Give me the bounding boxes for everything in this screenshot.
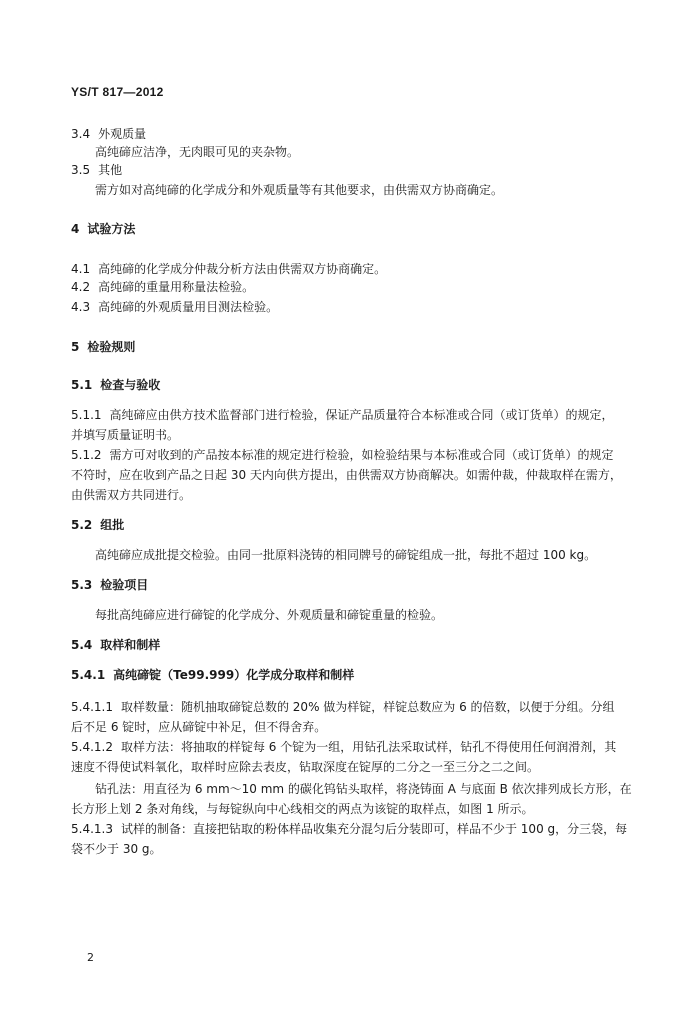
section-number: 5.4.1.3 — [71, 822, 113, 836]
text-line — [71, 448, 614, 462]
text-line — [71, 340, 135, 354]
page-number: 2 — [87, 951, 94, 964]
text-line — [71, 740, 616, 754]
line-text: 高纯碲应成批提交检验。由同一批原料浇铸的相同牌号的碲锭组成一批，每批不超过 100 kg。 — [95, 548, 597, 562]
line-text: 长方形上划 2 条对角线，与每锭纵向中心线相交的两点为该锭的取样点，如图 1 所示。 — [71, 802, 534, 816]
text-line — [71, 428, 179, 442]
text-line — [71, 280, 254, 294]
text-line — [71, 163, 122, 177]
section-number: 5.2 — [71, 518, 93, 532]
text-line — [71, 700, 615, 714]
line-text: 其他 — [98, 163, 123, 177]
line-text: 取样方法：将抽取的样锭每 6 个锭为一组，用钻孔法采取试样，钻孔不得使用任何润滑剂，其 — [120, 740, 617, 754]
line-text: 高纯碲锭（Te99.999）化学成分取样和制样 — [113, 668, 355, 682]
line-text: 外观质量 — [98, 127, 147, 141]
line-text: 需方如对高纯碲的化学成分和外观质量等有其他要求，由供需双方协商确定。 — [95, 183, 504, 197]
line-text: 高纯碲应洁净，无肉眼可见的夹杂物。 — [95, 145, 300, 159]
text-line — [71, 378, 160, 392]
text-line — [71, 822, 627, 836]
text-line — [95, 183, 503, 197]
text-line — [71, 408, 614, 422]
section-number: 4.2 — [71, 280, 91, 294]
text-line — [71, 802, 534, 816]
section-number: 5.1.1 — [71, 408, 102, 422]
text-line — [71, 668, 354, 682]
text-line — [95, 145, 299, 159]
text-line — [71, 720, 326, 734]
line-text: 高纯碲的化学成分仲裁分析方法由供需双方协商确定。 — [98, 262, 387, 276]
text-line — [71, 468, 622, 482]
standard-code: YS/T 817—2012 — [71, 85, 164, 99]
section-number: 5.1.2 — [71, 448, 102, 462]
line-text: 需方可对收到的产品按本标准的规定进行检验，如检验结果与本标准或合同（或订货单）的规定 — [109, 448, 614, 462]
section-number: 5.1 — [71, 378, 93, 392]
text-line — [71, 222, 135, 236]
text-line — [71, 300, 278, 314]
section-number: 5.4.1 — [71, 668, 106, 682]
section-number: 5.4 — [71, 638, 93, 652]
line-text: 钻孔法：用直径为 6 mm～10 mm 的碳化钨钻头取样，将浇铸面 A 与底面 B 依次排列成长方形，在 — [95, 782, 632, 796]
section-number: 4.3 — [71, 300, 91, 314]
line-text: 并填写质量证明书。 — [71, 428, 180, 442]
text-line — [71, 127, 146, 141]
text-line — [71, 518, 124, 532]
line-text: 取样数量：随机抽取碲锭总数的 20% 做为样锭，样锭总数应为 6 的倍数，以便于分组。分组 — [120, 700, 615, 714]
section-number: 5.4.1.2 — [71, 740, 113, 754]
section-number: 3.5 — [71, 163, 91, 177]
section-number: 4 — [71, 222, 80, 236]
text-line — [71, 262, 386, 276]
text-line — [71, 488, 191, 502]
text-line — [71, 578, 148, 592]
section-number: 3.4 — [71, 127, 91, 141]
line-text: 检验项目 — [100, 578, 149, 592]
line-text: 高纯碲的重量用称量法检验。 — [98, 280, 255, 294]
line-text: 试样的制备：直接把钻取的粉体样品收集充分混匀后分装即可，样品不少于 100 g，分三袋，每 — [120, 822, 628, 836]
section-number: 5.3 — [71, 578, 93, 592]
line-text: 试验方法 — [87, 222, 136, 236]
line-text: 袋不少于 30 g。 — [71, 842, 162, 856]
line-text: 由供需双方共同进行。 — [71, 488, 192, 502]
text-line — [71, 760, 539, 774]
text-line — [71, 638, 160, 652]
line-text: 取样和制样 — [100, 638, 161, 652]
text-line — [95, 548, 596, 562]
line-text: 后不足 6 锭时，应从碲锭中补足，但不得舍弃。 — [71, 720, 327, 734]
section-number: 5.4.1.1 — [71, 700, 113, 714]
text-line — [95, 608, 443, 622]
line-text: 速度不得使试料氧化，取样时应除去表皮，钻取深度在锭厚的二分之一至三分之二之间。 — [71, 760, 540, 774]
text-line — [95, 782, 632, 796]
line-text: 检验规则 — [87, 340, 136, 354]
section-number: 5 — [71, 340, 80, 354]
line-text: 高纯碲的外观质量用目测法检验。 — [98, 300, 279, 314]
line-text: 检查与验收 — [100, 378, 161, 392]
section-number: 4.1 — [71, 262, 91, 276]
line-text: 组批 — [100, 518, 125, 532]
text-line — [71, 842, 162, 856]
line-text: 不符时，应在收到产品之日起 30 天内向供方提出，由供需双方协商解决。如需仲裁，仲裁取样在需方， — [71, 468, 622, 482]
line-text: 每批高纯碲应进行碲锭的化学成分、外观质量和碲锭重量的检验。 — [95, 608, 444, 622]
line-text: 高纯碲应由供方技术监督部门进行检验，保证产品质量符合本标准或合同（或订货单）的规定， — [109, 408, 614, 422]
